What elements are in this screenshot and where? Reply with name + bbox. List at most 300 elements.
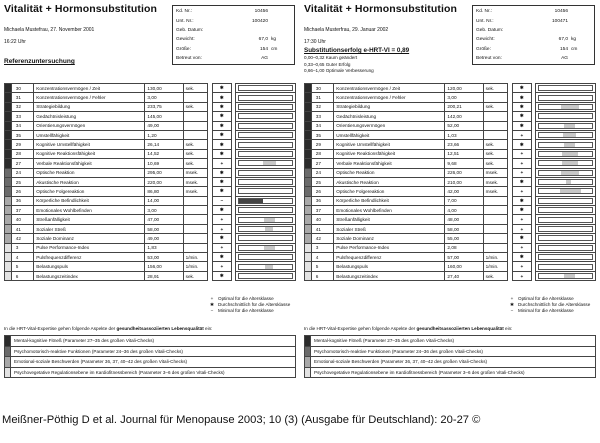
- rating-bar: [236, 159, 296, 168]
- parameter-name: Streßanfälligkeit: [334, 215, 445, 224]
- rating-bar: [536, 121, 596, 130]
- parameter-unit: msek.: [183, 177, 208, 186]
- group-shade: [5, 177, 12, 186]
- bar-track: [238, 198, 293, 204]
- parameter-unit: sek.: [483, 149, 508, 158]
- parameter-number: 31: [11, 93, 33, 102]
- parameter-row: [305, 149, 596, 158]
- group-shade: [305, 149, 312, 158]
- rating-bar: [236, 140, 296, 149]
- parameter-number: 34: [311, 121, 333, 130]
- bar-track: [538, 264, 593, 270]
- parameter-unit: [483, 112, 508, 121]
- parameter-value: 27,40: [445, 271, 483, 280]
- parameter-value: 49,00: [145, 121, 183, 130]
- parameter-value: 55,00: [445, 234, 483, 243]
- rating-symbol: +: [512, 159, 531, 168]
- parameter-value: 7,00: [445, 196, 483, 205]
- rating-bar: [536, 130, 596, 139]
- parameter-name: Verbale Reaktionsfähigkeit: [34, 159, 145, 168]
- rating-symbol: ✱: [212, 93, 231, 102]
- bar-track: [238, 123, 293, 129]
- quality-row: Mental-kognitive Fitneß (Parameter 27–35 des großen Vitali-Checks): [5, 336, 296, 347]
- parameter-number: 33: [11, 112, 33, 121]
- info-row-geb: Geb. Datum:: [176, 27, 204, 33]
- parameter-unit: [183, 112, 208, 121]
- rating-bar: [536, 168, 596, 177]
- rating-bar: [536, 206, 596, 215]
- bar-track: [538, 142, 593, 148]
- parameter-value: 295,00: [145, 168, 183, 177]
- parameter-row: [5, 159, 296, 168]
- parameter-value: 1,03: [445, 130, 483, 139]
- parameter-name: Belastungspuls: [34, 262, 145, 271]
- quality-table: [4, 335, 296, 378]
- info-row-geb: Geb. Datum:: [476, 27, 504, 33]
- parameter-name: Umstellfähigkeit: [34, 130, 145, 139]
- rating-symbol: ✱: [212, 206, 231, 215]
- parameter-table: [4, 83, 296, 281]
- parameter-name: Kognitive Umstellfähigkeit: [334, 140, 445, 149]
- parameter-number: 35: [11, 130, 33, 139]
- group-shade: [5, 159, 12, 168]
- rating-bar: [536, 84, 596, 93]
- info-row-betreut: Betreut von: AG: [476, 56, 568, 62]
- parameter-name: Emotionales Wohlbefinden: [34, 206, 145, 215]
- parameter-number: 24: [311, 168, 333, 177]
- parameter-name: Soziale Dominanz: [334, 234, 445, 243]
- parameter-number: 36: [11, 196, 33, 205]
- parameter-unit: msek.: [483, 187, 508, 196]
- rating-bar: [536, 102, 596, 111]
- parameter-unit: [183, 130, 208, 139]
- rating-symbol: +: [512, 149, 531, 158]
- parameter-value: 53,00: [145, 253, 183, 262]
- rating-bar: [236, 121, 296, 130]
- group-shade: [305, 102, 312, 111]
- parameter-name: Optische Reaktion: [334, 168, 445, 177]
- group-shade: [5, 112, 12, 121]
- parameter-unit: sek.: [183, 159, 208, 168]
- rating-symbol: ✱: [512, 234, 531, 243]
- parameter-name: Strategiebildung: [334, 102, 445, 111]
- parameter-value: 1,20: [145, 130, 183, 139]
- parameter-number: 40: [11, 215, 33, 224]
- rating-bar: [536, 93, 596, 102]
- rating-symbol: ✱: [212, 84, 231, 93]
- parameter-name: Pulsfrequenzdifferenz: [334, 253, 445, 262]
- parameter-number: 29: [311, 140, 333, 149]
- bar-track: [538, 160, 593, 166]
- parameter-row: [305, 102, 596, 111]
- rating-bar: [236, 234, 296, 243]
- rating-bar: [536, 262, 596, 271]
- parameter-row: [5, 93, 296, 102]
- bar-track: [538, 104, 593, 110]
- rating-bar: [536, 271, 596, 280]
- parameter-value: 4,00: [445, 206, 483, 215]
- parameter-table: [304, 83, 596, 281]
- bar-track: [538, 207, 593, 213]
- parameter-value: 200,21: [445, 102, 483, 111]
- bar-track: [238, 235, 293, 241]
- bar-fill: [564, 143, 575, 147]
- quality-row: Emotional-soziale Beschwerden (Parameter 36, 37, 40–42 des großen Vitali-Checks): [305, 357, 596, 368]
- parameter-unit: msek.: [183, 187, 208, 196]
- parameter-number: 41: [11, 224, 33, 233]
- parameter-unit: [483, 224, 508, 233]
- patient-info-box: [472, 5, 595, 65]
- parameter-unit: sek.: [483, 84, 508, 93]
- success-scale: [304, 48, 409, 75]
- quality-row: Psychomotorisch-reaktive Funktionen (Parameter 24–36 des großen Vitali-Checks): [5, 346, 296, 357]
- parameter-number: 37: [311, 206, 333, 215]
- group-shade: [305, 159, 312, 168]
- bar-track: [538, 85, 593, 91]
- parameter-unit: [183, 121, 208, 130]
- bar-fill: [265, 227, 273, 231]
- legend-item: − Minimal für die Altersklasse: [510, 307, 574, 313]
- parameter-value: 156,00: [145, 262, 183, 271]
- bar-fill: [265, 265, 273, 269]
- group-shade: [305, 130, 312, 139]
- quality-row: Psychovegetative Regulationsebene im Kardiofitnessbereich (Parameter 3–6 des großen Vitali-Checks): [305, 367, 596, 378]
- rating-symbol: ✱: [512, 93, 531, 102]
- parameter-unit: [183, 215, 208, 224]
- group-shade: [305, 234, 312, 243]
- bar-fill: [566, 180, 571, 184]
- parameter-name: Akustische Reaktion: [34, 177, 145, 186]
- parameter-row: [5, 215, 296, 224]
- rating-symbol: +: [512, 243, 531, 252]
- group-shade: [305, 121, 312, 130]
- parameter-unit: [483, 196, 508, 205]
- bar-track: [238, 132, 293, 138]
- parameter-name: Strategiebildung: [34, 102, 145, 111]
- parameter-number: 4: [311, 253, 333, 262]
- parameter-unit: msek.: [483, 177, 508, 186]
- bar-track: [538, 245, 593, 251]
- bar-fill: [564, 274, 575, 278]
- parameter-unit: [483, 215, 508, 224]
- quality-row: Emotional-soziale Beschwerden (Parameter 36, 37, 40–42 des großen Vitali-Checks): [5, 357, 296, 368]
- parameter-name: Kognitive Reaktionsfähigkeit: [34, 149, 145, 158]
- bar-track: [238, 113, 293, 119]
- group-shade: [305, 93, 312, 102]
- parameter-unit: [183, 206, 208, 215]
- parameter-unit: 1/min.: [183, 262, 208, 271]
- group-shade: [5, 224, 12, 233]
- parameter-value: 58,00: [445, 224, 483, 233]
- parameter-number: 27: [311, 159, 333, 168]
- parameter-name: Konzentrationsvermögen / Zeit: [34, 84, 145, 93]
- info-row-betreut: Betreut von: AG: [176, 56, 268, 62]
- parameter-name: Körperliche Befindlichkeit: [334, 196, 445, 205]
- parameter-row: [5, 253, 296, 262]
- bar-track: [238, 104, 293, 110]
- parameter-row: [5, 102, 296, 111]
- rating-bar: [236, 168, 296, 177]
- legend-item: ✱ Durchschnittlich für die Altersklasse: [510, 301, 591, 307]
- parameter-name: Emotionales Wohlbefinden: [334, 206, 445, 215]
- parameter-unit: [483, 130, 508, 139]
- parameter-row: [305, 187, 596, 196]
- bar-fill: [562, 152, 578, 156]
- parameter-name: Konzentrationsvermögen / Zeit: [334, 84, 445, 93]
- group-shade: [305, 168, 312, 177]
- rating-bar: [236, 215, 296, 224]
- parameter-number: 25: [311, 177, 333, 186]
- parameter-number: 24: [11, 168, 33, 177]
- parameter-number: 42: [11, 234, 33, 243]
- parameter-unit: sek.: [183, 271, 208, 280]
- rating-symbol: ✱: [212, 271, 231, 280]
- parameter-value: 3,00: [145, 206, 183, 215]
- bar-track: [238, 226, 293, 232]
- parameter-value: 226,00: [445, 168, 483, 177]
- rating-symbol: ✱: [212, 140, 231, 149]
- rating-symbol: ✱: [212, 168, 231, 177]
- rating-bar: [536, 187, 596, 196]
- parameter-number: 5: [311, 262, 333, 271]
- group-shade: [305, 140, 312, 149]
- rating-bar: [236, 130, 296, 139]
- parameter-name: Optische Folgereaktion: [34, 187, 145, 196]
- parameter-unit: [483, 243, 508, 252]
- bar-track: [538, 198, 593, 204]
- bar-track: [238, 264, 293, 270]
- bar-fill: [263, 161, 276, 165]
- parameter-unit: [183, 224, 208, 233]
- parameter-number: 3: [311, 243, 333, 252]
- rating-symbol: ✱: [512, 102, 531, 111]
- rating-symbol: ✱: [212, 102, 231, 111]
- parameter-unit: [183, 234, 208, 243]
- parameter-value: 23,66: [445, 140, 483, 149]
- bar-track: [238, 273, 293, 279]
- info-row-groesse: Größe: 154 cm: [476, 46, 578, 52]
- rating-symbol: ✱: [212, 253, 231, 262]
- parameter-value: 220,00: [145, 177, 183, 186]
- parameter-name: Belastungszeitindex: [334, 271, 445, 280]
- rating-symbol: ✱: [512, 84, 531, 93]
- rating-bar: [236, 253, 296, 262]
- group-shade: [305, 206, 312, 215]
- parameter-name: Pulse Performance-Index: [34, 243, 145, 252]
- parameter-unit: sek.: [183, 149, 208, 158]
- info-row-gewicht: Gewicht: 67,0 kg: [476, 37, 577, 43]
- parameter-row: [305, 215, 596, 224]
- group-shade: [5, 196, 12, 205]
- parameter-row: [5, 234, 296, 243]
- legend-item: − Minimal für die Altersklasse: [210, 307, 274, 313]
- group-shade: [305, 224, 312, 233]
- parameter-row: [305, 196, 596, 205]
- legend-item: + Optimal für die Altersklasse: [210, 296, 274, 301]
- parameter-value: 14,52: [145, 149, 183, 158]
- group-shade: [305, 215, 312, 224]
- rating-bar: [536, 234, 596, 243]
- group-shade: [5, 140, 12, 149]
- bar-fill: [563, 133, 576, 137]
- parameter-value: 52,00: [445, 121, 483, 130]
- parameter-row: [305, 84, 596, 93]
- group-shade: [5, 149, 12, 158]
- info-row-gewicht: Gewicht: 67,0 kg: [176, 37, 277, 43]
- bar-track: [238, 188, 293, 194]
- group-shade: [5, 253, 12, 262]
- parameter-number: 27: [11, 159, 33, 168]
- parameter-value: 42,00: [445, 187, 483, 196]
- parameter-unit: [483, 234, 508, 243]
- rating-symbol: ✱: [512, 121, 531, 130]
- quality-row: Mental-kognitive Fitneß (Parameter 27–35 des großen Vitali-Checks): [305, 336, 596, 347]
- parameter-row: [305, 93, 596, 102]
- parameter-name: Streßanfälligkeit: [34, 215, 145, 224]
- bar-track: [238, 151, 293, 157]
- parameter-number: 41: [311, 224, 333, 233]
- group-shade: [305, 243, 312, 252]
- rating-bar: [236, 243, 296, 252]
- parameter-number: 5: [11, 262, 33, 271]
- parameter-row: [305, 253, 596, 262]
- parameter-row: [305, 140, 596, 149]
- rating-symbol: +: [512, 130, 531, 139]
- bar-track: [538, 113, 593, 119]
- parameter-name: Orientierungsvermögen: [34, 121, 145, 130]
- parameter-row: [305, 112, 596, 121]
- scale-line: 0,00–0,32 Kaum geändert: [304, 55, 358, 61]
- group-shade: [5, 262, 12, 271]
- parameter-row: [5, 149, 296, 158]
- bar-track: [538, 273, 593, 279]
- rating-bar: [536, 159, 596, 168]
- rating-symbol: ✱: [212, 177, 231, 186]
- parameter-number: 36: [311, 196, 333, 205]
- bar-track: [238, 85, 293, 91]
- rating-symbol: ✱: [212, 234, 231, 243]
- rating-bar: [236, 149, 296, 158]
- parameter-number: 26: [11, 187, 33, 196]
- parameter-number: 31: [311, 93, 333, 102]
- rating-symbol: +: [212, 224, 231, 233]
- rating-symbol: ✱: [212, 130, 231, 139]
- section-heading: Referenzuntersuchung: [4, 58, 75, 65]
- rating-bar: [536, 215, 596, 224]
- parameter-row: [305, 262, 596, 271]
- parameter-unit: sek.: [483, 159, 508, 168]
- parameter-number: 6: [311, 271, 333, 280]
- parameter-value: 210,00: [445, 177, 483, 186]
- bar-track: [538, 132, 593, 138]
- legend-item: ✱ Durchschnittlich für die Altersklasse: [210, 301, 291, 307]
- group-shade: [305, 196, 312, 205]
- parameter-row: [5, 243, 296, 252]
- parameter-row: [305, 271, 596, 280]
- bar-track: [238, 179, 293, 185]
- rating-bar: [236, 262, 296, 271]
- parameter-value: 1,83: [145, 243, 183, 252]
- parameter-unit: [183, 196, 208, 205]
- bar-fill: [239, 199, 263, 203]
- group-shade: [5, 102, 12, 111]
- bar-track: [238, 95, 293, 101]
- rating-symbol: +: [512, 168, 531, 177]
- bar-track: [538, 188, 593, 194]
- parameter-value: 57,00: [445, 253, 483, 262]
- group-shade: [5, 243, 12, 252]
- parameter-unit: [183, 243, 208, 252]
- parameter-number: 26: [311, 187, 333, 196]
- parameter-value: 10,69: [145, 159, 183, 168]
- parameter-name: Körperliche Befindlichkeit: [34, 196, 145, 205]
- rating-symbol: +: [212, 262, 231, 271]
- parameter-value: 130,00: [145, 84, 183, 93]
- parameter-row: [5, 140, 296, 149]
- parameter-value: 48,00: [445, 215, 483, 224]
- quality-table: [304, 335, 596, 378]
- report-title: Vitalität + Hormonsubstitution: [4, 3, 158, 15]
- rating-symbol: +: [212, 215, 231, 224]
- parameter-unit: msek.: [183, 168, 208, 177]
- rating-bar: [236, 271, 296, 280]
- parameter-value: 145,00: [145, 112, 183, 121]
- bar-track: [538, 235, 593, 241]
- rating-symbol: +: [212, 243, 231, 252]
- citation: Meißner-Pöthig D et al. Journal für Menopause 2003; 10 (3) (Ausgabe für Deutschland): 20-27 ©: [2, 414, 481, 426]
- parameter-value: 26,14: [145, 140, 183, 149]
- bar-track: [238, 142, 293, 148]
- parameter-row: [5, 224, 296, 233]
- parameter-name: Belastungspuls: [334, 262, 445, 271]
- parameter-unit: [483, 93, 508, 102]
- bar-track: [538, 254, 593, 260]
- group-shade: [5, 206, 12, 215]
- rating-symbol: +: [512, 262, 531, 271]
- bar-track: [238, 207, 293, 213]
- parameter-number: 40: [311, 215, 333, 224]
- parameter-row: [5, 262, 296, 271]
- parameter-row: [305, 224, 596, 233]
- parameter-value: 47,00: [145, 215, 183, 224]
- bar-fill: [264, 246, 275, 250]
- section-heading: Substitutionserfolg e-HRT-VI = 0,89: [304, 47, 410, 54]
- rating-symbol: +: [512, 215, 531, 224]
- group-shade: [5, 130, 12, 139]
- parameter-unit: [183, 93, 208, 102]
- rating-symbol: ✱: [512, 140, 531, 149]
- bar-track: [538, 95, 593, 101]
- rating-symbol: +: [512, 271, 531, 280]
- quality-note: In die HRT-Vital-Expertise gehen folgende Aspekte der gesundheitsassoziierten Lebensqualität ein:: [4, 326, 213, 331]
- group-shade: [5, 234, 12, 243]
- parameter-row: [305, 243, 596, 252]
- parameter-number: 25: [11, 177, 33, 186]
- parameter-row: [5, 206, 296, 215]
- parameter-row: [305, 159, 596, 168]
- group-shade: [5, 84, 12, 93]
- bar-fill: [562, 161, 578, 165]
- scale-line: 0,66–1,00 Optimale Verbesserung: [304, 68, 374, 74]
- bar-track: [238, 170, 293, 176]
- parameter-name: Konzentrationsvermögen / Fehler: [334, 93, 445, 102]
- bar-fill: [564, 124, 575, 128]
- parameter-name: Akustische Reaktion: [334, 177, 445, 186]
- rating-symbol: +: [212, 159, 231, 168]
- parameter-row: [305, 130, 596, 139]
- parameter-row: [5, 187, 296, 196]
- parameter-row: [305, 177, 596, 186]
